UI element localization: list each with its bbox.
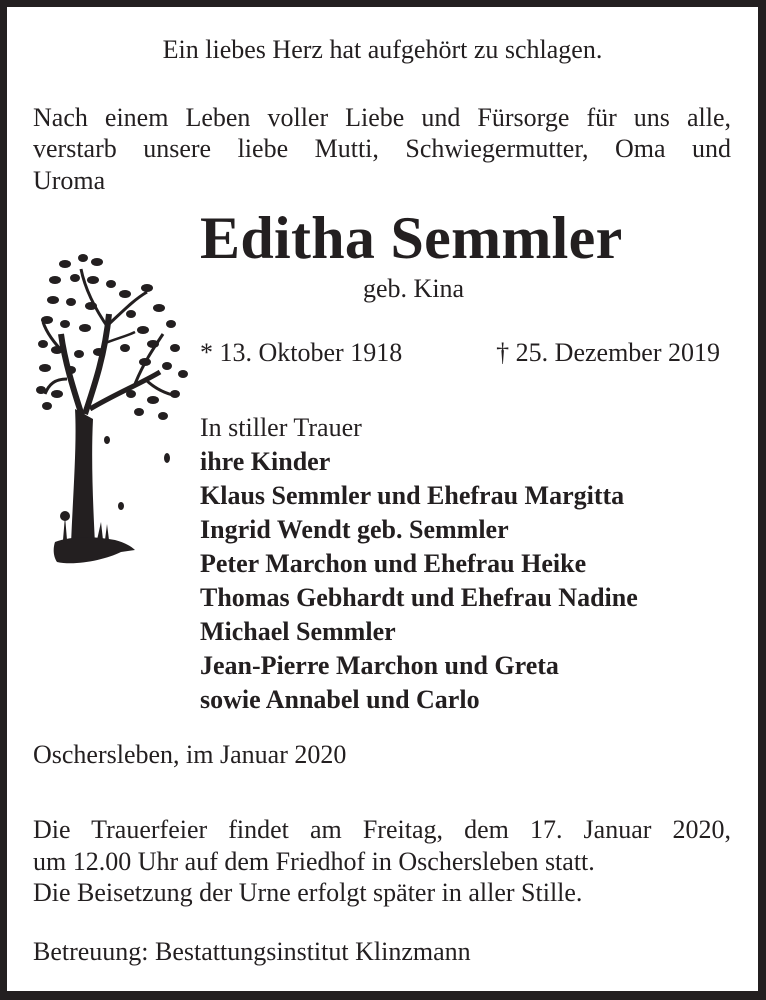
mourners-heading: ihre Kinder [200, 447, 331, 476]
life-dates [200, 338, 720, 368]
mourner-name: Klaus Semmler und Ehefrau Margitta [200, 481, 625, 510]
intro-line: Uroma [33, 166, 106, 195]
ceremony-line: um 12.00 Uhr auf dem Friedhof in Oschersleben statt. [33, 847, 595, 876]
funeral-home-credit: Betreuung: Bestattungsinstitut Klinzmann [33, 937, 471, 966]
death-date: † 25. Dezember 2019 [496, 338, 720, 367]
headline: Ein liebes Herz hat aufgehört zu schlagen. [162, 35, 603, 64]
ceremony-line: Die Trauerfeier findet am Freitag, dem 17. Januar 2020, [33, 815, 731, 844]
mourner-name: Ingrid Wendt geb. Semmler [200, 515, 509, 544]
intro-line: verstarb unsere liebe Mutti, Schwiegermutter, Oma und [33, 134, 731, 163]
tree-icon [35, 244, 191, 574]
mourner-name: Jean-Pierre Marchon und Greta [200, 651, 559, 680]
ceremony-line: Die Beisetzung der Urne erfolgt später in aller Stille. [33, 878, 583, 907]
mourner-name: Peter Marchon und Ehefrau Heike [200, 549, 587, 578]
intro-line: Nach einem Leben voller Liebe und Fürsorge für uns alle, [33, 103, 731, 132]
mourner-name: Thomas Gebhardt und Ehefrau Nadine [200, 583, 638, 612]
maiden-name: geb. Kina [363, 274, 465, 303]
birth-date: * 13. Oktober 1918 [200, 338, 403, 367]
mourner-name: Michael Semmler [200, 617, 396, 646]
place-date: Oschersleben, im Januar 2020 [33, 740, 347, 769]
mourners-intro: In stiller Trauer [200, 413, 362, 442]
obituary-notice [7, 7, 758, 991]
deceased-name: Editha Semmler [200, 205, 623, 271]
mourners-list [200, 411, 638, 717]
mourner-name: sowie Annabel und Carlo [200, 685, 480, 714]
